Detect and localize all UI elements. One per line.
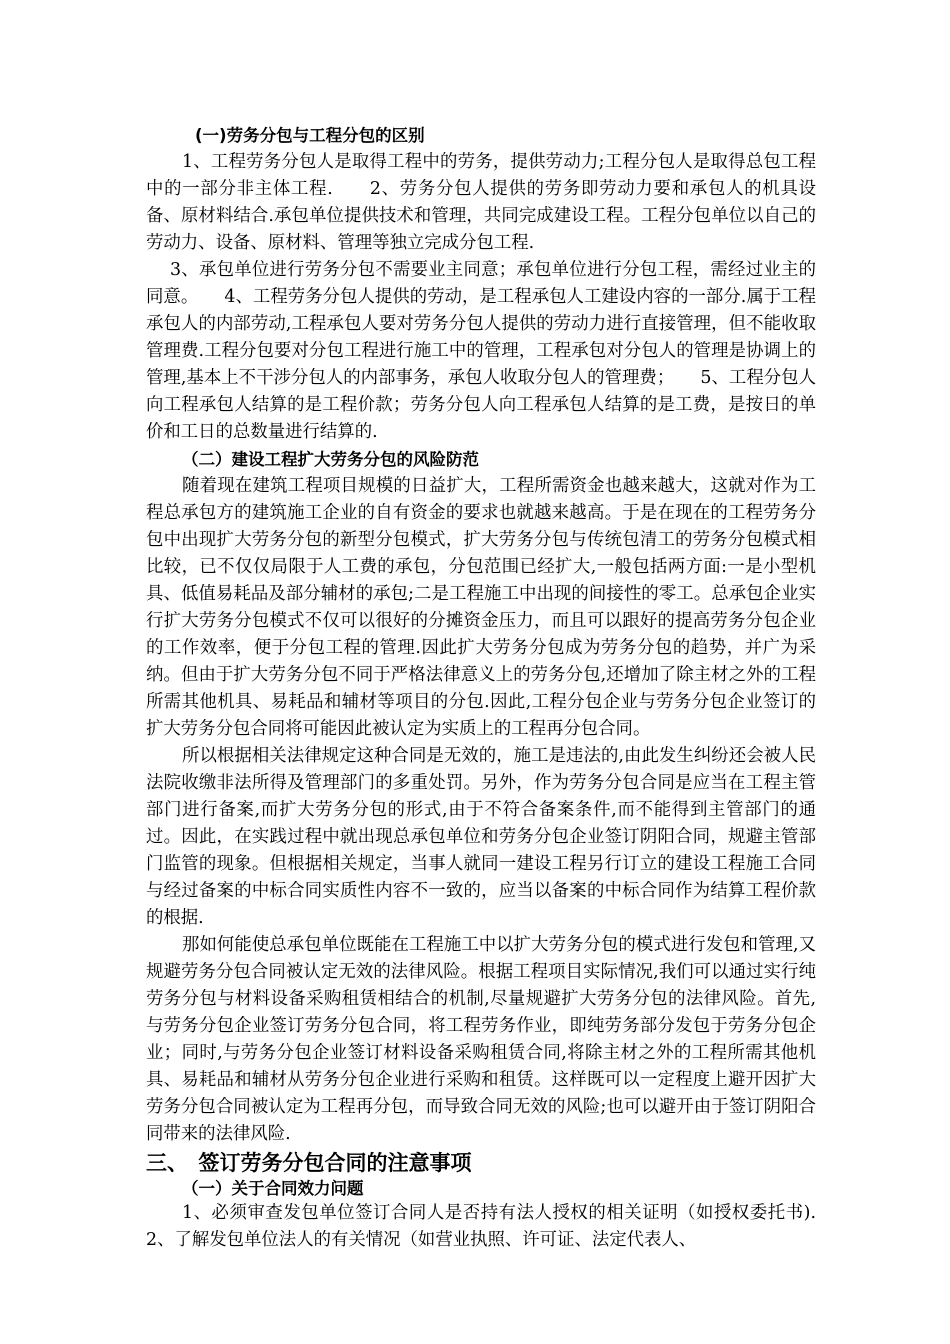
document-page [146,122,834,1254]
section-heading-risk-prevention: （二）建设工程扩大劳务分包的风险防范 [182,450,479,469]
paragraph: 3、承包单位进行劳务分包不需要业主同意；承包单位进行分包工程，需经过业主的同意。 4、工程劳务分包人提供的劳动，是工程承包人工建设内容的一部分.属于工程承包人的内部劳动,工程承包人要对劳务分包人提供的劳动力进行直接管理，但不能收取管理费.工程分包要对分包工程进行施工中的管理，工程承包对分包人的管理是协调上的管理,基本上不干涉分包人的内部事务，承包人收取分包人的管理费； 5、工程分包人向工程承包人结算的是工程价款；劳务分包人向工程承包人结算的是工费，是按日的单价和工日的总数量进行结算的. [146,260,816,442]
section-heading-contract-validity: （一）关于合同效力问题 [182,1179,364,1198]
chapter-heading-contract-notes: 三、 签订劳务分包合同的注意事项 [146,1151,472,1175]
paragraph: 所以根据相关法律规定这种合同是无效的，施工是违法的,由此发生纠纷还会被人民法院收缴非法所得及管理部门的多重处罚。另外，作为劳务分包合同是应当在工程主管部门进行备案,而扩大劳务分包的形式,由于不符合备案条件,而不能得到主管部门的通过。因此，在实践过程中就出现总承包单位和劳务分包企业签订阴阳合同，规避主管部门监管的现象。但根据相关规定，当事人就同一建设工程另行订立的建设工程施工合同与经过备案的中标合同实质性内容不一致的，应当以备案的中标合同作为结算工程价款的根据. [146,746,816,928]
paragraph: 1、必须审查发包单位签订合同人是否持有法人授权的相关证明（如授权委托书). 2、了解发包单位法人的有关情况（如营业执照、许可证、法定代表人、 [146,1203,834,1250]
paragraph: 随着现在建筑工程项目规模的日益扩大，工程所需资金也越来越大，这就对作为工程总承包方的建筑施工企业的自有资金的要求也就越来越高。于是在现在的工程劳务分包中出现扩大劳务分包的新型分包模式，扩大劳务分包与传统包清工的劳务分包模式相比较，已不仅仅局限于人工费的承包，分包范围已经扩大,一般包括两方面:一是小型机具、低值易耗品及部分辅材的承包;二是工程施工中出现的间接性的零工。总承包企业实行扩大劳务分包模式不仅可以很好的分摊资金压力，而且可以跟好的提高劳务分包企业的工作效率，便于分包工程的管理.因此扩大劳务分包成为劳务分包的趋势，并广为采纳。但由于扩大劳务分包不同于严格法律意义上的劳务分包,还增加了除主材之外的工程所需其他机具、易耗品和辅材等项目的分包.因此,工程分包企业与劳务分包企业签订的扩大劳务分包合同将可能因此被认定为实质上的工程再分包合同。 [146,476,816,739]
paragraph: 1、工程劳务分包人是取得工程中的劳务，提供劳动力;工程分包人是取得总包工程中的一部分非主体工程. 2、劳务分包人提供的劳务即劳动力要和承包人的机具设备、原材料结合.承包单位提供技术和管理，共同完成建设工程。工程分包单位以自己的劳动力、设备、原材料、管理等独立完成分包工程. [146,152,816,253]
paragraph: 那如何能使总承包单位既能在工程施工中以扩大劳务分包的模式进行发包和管理,又规避劳务分包合同被认定无效的法律风险。根据工程项目实际情况,我们可以通过实行纯劳务分包与材料设备采购租赁相结合的机制,尽量规避扩大劳务分包的法律风险。首先,与劳务分包企业签订劳务分包合同，将工程劳务作业，即纯劳务部分发包于劳务分包企业；同时,与劳务分包企业签订材料设备采购租赁合同,将除主材之外的工程所需其他机具、易耗品和辅材从劳务分包企业进行采购和租赁。这样既可以一定程度上避开因扩大劳务分包合同被认定为工程再分包，而导致合同无效的风险;也可以避开由于签订阴阳合同带来的法律风险. [146,935,816,1144]
section-heading-labor-vs-project-subcontract: (一)劳务分包与工程分包的区别 [195,126,425,145]
